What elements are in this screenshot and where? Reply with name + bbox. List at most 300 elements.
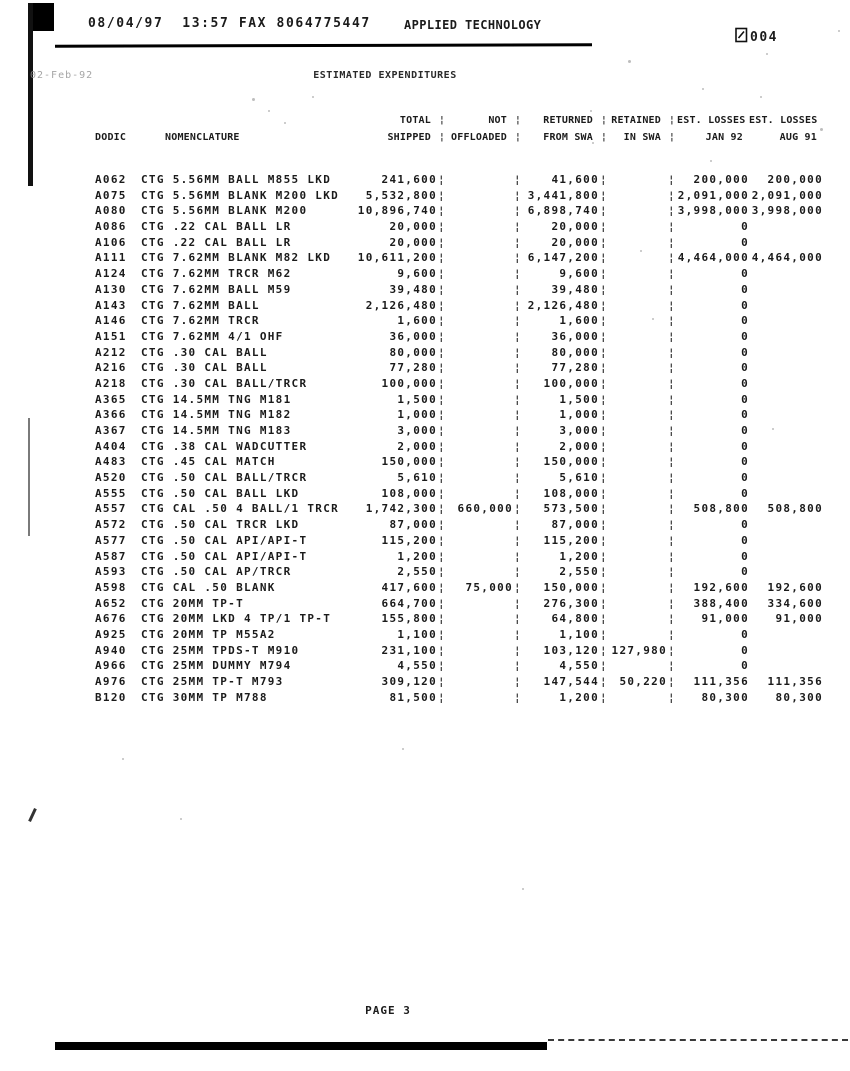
table-row — [95, 486, 823, 502]
cell-dodic: A146 — [95, 314, 127, 328]
cell-not_offloaded — [447, 250, 513, 266]
cell-returned_from_swa: 108,000 — [543, 486, 599, 500]
document-title: ESTIMATED EXPENDITURES — [313, 70, 457, 81]
header-est_losses_jan92-line1: EST. LOSSES — [677, 115, 746, 126]
header-rule — [55, 43, 592, 47]
column-separator: ¦ — [438, 643, 446, 657]
cell-returned_from_swa: 150,000 — [543, 580, 599, 594]
column-separator: ¦ — [668, 376, 676, 390]
column-separator: ¦ — [438, 596, 446, 610]
cell-dodic: A111 — [95, 251, 127, 265]
table-header — [95, 112, 823, 146]
column-separator: ¦ — [438, 424, 446, 437]
column-separator: ¦ — [438, 314, 446, 328]
cell-nomenclature: CTG .45 CAL MATCH — [141, 455, 276, 469]
column-separator: ¦ — [514, 115, 522, 126]
cell-est_losses_jan92: 111,356 — [693, 675, 749, 688]
cell-est_losses_jan92: 0 — [741, 345, 749, 359]
column-separator: ¦ — [438, 204, 446, 218]
column-separator: ¦ — [438, 565, 446, 579]
column-separator: ¦ — [514, 267, 522, 281]
column-separator: ¦ — [438, 471, 446, 485]
cell-total_shipped: 81,500 — [389, 690, 437, 704]
cell-total_shipped: 2,000 — [397, 439, 437, 453]
cell-retained_in_swa — [609, 580, 667, 596]
column-separator: ¦ — [438, 690, 446, 704]
cell-est_losses_jan92: 0 — [741, 455, 749, 469]
cell-total_shipped: 309,120 — [381, 675, 437, 688]
cell-total_shipped: 36,000 — [389, 329, 437, 343]
column-separator: ¦ — [668, 188, 676, 202]
cell-retained_in_swa — [609, 298, 667, 314]
cell-retained_in_swa — [609, 690, 667, 706]
column-separator: ¦ — [514, 439, 522, 453]
column-separator: ¦ — [668, 132, 676, 143]
cell-dodic: A218 — [95, 376, 127, 390]
cell-est_losses_aug91: 334,600 — [767, 596, 823, 610]
cell-total_shipped: 9,600 — [397, 267, 437, 281]
noise-speck — [180, 818, 182, 820]
column-separator: ¦ — [438, 439, 446, 453]
column-separator: ¦ — [514, 549, 522, 563]
cell-total_shipped: 108,000 — [381, 486, 437, 500]
cell-total_shipped: 155,800 — [381, 612, 437, 626]
table-row — [95, 658, 823, 674]
cell-retained_in_swa — [609, 203, 667, 219]
column-separator: ¦ — [600, 132, 608, 143]
table-row — [95, 611, 823, 627]
cell-est_losses_jan92: 0 — [741, 235, 749, 249]
column-separator: ¦ — [514, 596, 522, 610]
cell-est_losses_jan92: 0 — [741, 314, 749, 328]
column-separator: ¦ — [600, 345, 608, 359]
cell-not_offloaded — [447, 486, 513, 502]
column-separator: ¦ — [668, 675, 676, 688]
column-separator: ¦ — [668, 298, 676, 312]
date-note: 02-Feb-92 — [30, 70, 94, 81]
cell-dodic: A925 — [95, 627, 127, 641]
cell-returned_from_swa: 41,600 — [551, 173, 599, 186]
table-row — [95, 345, 823, 361]
column-separator: ¦ — [600, 329, 608, 343]
fax-datetime-number: 08/04/97 13:57 FAX 8064775447 — [88, 16, 371, 31]
cell-returned_from_swa: 1,600 — [559, 314, 599, 328]
column-separator: ¦ — [668, 424, 676, 437]
column-separator: ¦ — [600, 659, 608, 673]
cell-nomenclature: CTG CAL .50 4 BALL/1 TRCR — [141, 502, 340, 516]
cell-not_offloaded: 660,000 — [457, 502, 513, 516]
cell-returned_from_swa: 80,000 — [551, 345, 599, 359]
expenditures-table — [95, 112, 823, 705]
noise-speck — [766, 53, 768, 55]
cell-est_losses_aug91: 508,800 — [767, 502, 823, 516]
noise-speck — [122, 758, 124, 760]
column-separator: ¦ — [668, 455, 676, 469]
table-row — [95, 266, 823, 282]
cell-retained_in_swa — [609, 407, 667, 423]
cell-total_shipped: 80,000 — [389, 345, 437, 359]
cell-est_losses_aug91 — [749, 266, 823, 282]
cell-returned_from_swa: 2,126,480 — [527, 298, 599, 312]
column-separator: ¦ — [514, 612, 522, 626]
cell-not_offloaded — [447, 674, 513, 690]
table-row — [95, 203, 823, 219]
cell-retained_in_swa — [609, 313, 667, 329]
column-separator: ¦ — [514, 502, 522, 516]
column-separator: ¦ — [514, 132, 522, 143]
cell-dodic: A652 — [95, 596, 127, 610]
cell-dodic: A404 — [95, 439, 127, 453]
column-separator: ¦ — [600, 314, 608, 328]
column-separator: ¦ — [600, 235, 608, 249]
cell-total_shipped: 241,600 — [381, 173, 437, 186]
header-returned_from_swa-line1: RETURNED — [543, 115, 593, 126]
column-separator: ¦ — [600, 361, 608, 375]
column-separator: ¦ — [438, 627, 446, 641]
cell-retained_in_swa — [609, 219, 667, 235]
cell-retained_in_swa — [609, 423, 667, 439]
column-separator: ¦ — [668, 596, 676, 610]
column-separator: ¦ — [438, 235, 446, 249]
cell-nomenclature: CTG .50 CAL BALL/TRCR — [141, 471, 308, 485]
cell-total_shipped: 100,000 — [381, 376, 437, 390]
column-separator: ¦ — [438, 251, 446, 265]
cell-est_losses_jan92: 0 — [741, 518, 749, 532]
cell-est_losses_aug91 — [749, 423, 823, 439]
cell-not_offloaded — [447, 627, 513, 643]
cell-total_shipped: 77,280 — [389, 361, 437, 375]
cell-total_shipped: 2,126,480 — [365, 298, 437, 312]
column-separator: ¦ — [514, 345, 522, 359]
table-row — [95, 580, 823, 596]
cell-not_offloaded — [447, 188, 513, 204]
fax-page-indicator — [735, 27, 778, 47]
cell-nomenclature: CTG 14.5MM TNG M183 — [141, 424, 292, 437]
column-separator: ¦ — [514, 314, 522, 328]
cell-est_losses_aug91: 3,998,000 — [751, 204, 823, 218]
cell-est_losses_aug91: 200,000 — [767, 173, 823, 186]
column-separator: ¦ — [668, 612, 676, 626]
cell-est_losses_aug91 — [749, 329, 823, 345]
cell-retained_in_swa — [609, 392, 667, 408]
cell-returned_from_swa: 1,100 — [559, 627, 599, 641]
cell-returned_from_swa: 20,000 — [551, 235, 599, 249]
cell-est_losses_aug91 — [749, 454, 823, 470]
cell-est_losses_jan92: 0 — [741, 298, 749, 312]
column-separator: ¦ — [438, 267, 446, 281]
cell-not_offloaded — [447, 549, 513, 565]
cell-retained_in_swa — [609, 486, 667, 502]
column-separator: ¦ — [438, 408, 446, 422]
cell-returned_from_swa: 276,300 — [543, 596, 599, 610]
column-separator: ¦ — [514, 471, 522, 485]
cell-nomenclature: CTG 25MM DUMMY M794 — [141, 659, 292, 673]
cell-not_offloaded — [447, 360, 513, 376]
column-separator: ¦ — [600, 267, 608, 281]
column-separator: ¦ — [438, 220, 446, 234]
column-separator: ¦ — [600, 376, 608, 390]
cell-nomenclature: CTG 20MM TP-T — [141, 596, 244, 610]
cell-not_offloaded — [447, 690, 513, 706]
table-row — [95, 407, 823, 423]
column-separator: ¦ — [600, 439, 608, 453]
cell-dodic: A572 — [95, 518, 127, 532]
cell-not_offloaded — [447, 203, 513, 219]
column-separator: ¦ — [600, 188, 608, 202]
cell-est_losses_aug91 — [749, 549, 823, 565]
cell-est_losses_jan92: 200,000 — [693, 173, 749, 186]
column-separator: ¦ — [514, 298, 522, 312]
header-not_offloaded-line2: OFFLOADED — [451, 132, 507, 143]
cell-dodic: B120 — [95, 690, 127, 704]
table-row — [95, 360, 823, 376]
table-row — [95, 313, 823, 329]
cell-nomenclature: CTG .30 CAL BALL — [141, 361, 268, 375]
cell-est_losses_aug91 — [749, 470, 823, 486]
cell-est_losses_aug91 — [749, 564, 823, 580]
table-row — [95, 439, 823, 455]
noise-speck — [312, 96, 314, 98]
column-separator: ¦ — [600, 549, 608, 563]
column-separator: ¦ — [600, 690, 608, 704]
column-separator: ¦ — [668, 282, 676, 296]
column-separator: ¦ — [514, 424, 522, 437]
cell-retained_in_swa — [609, 470, 667, 486]
table-row — [95, 250, 823, 266]
cell-retained_in_swa — [609, 266, 667, 282]
column-separator: ¦ — [514, 518, 522, 532]
cell-dodic: A086 — [95, 220, 127, 234]
table-header-row-line2 — [95, 129, 823, 146]
cell-returned_from_swa: 77,280 — [551, 361, 599, 375]
cell-returned_from_swa: 20,000 — [551, 220, 599, 234]
table-row — [95, 172, 823, 188]
cell-nomenclature: CTG 14.5MM TNG M181 — [141, 392, 292, 406]
cell-total_shipped: 1,742,300 — [365, 502, 437, 516]
cell-total_shipped: 417,600 — [381, 580, 437, 594]
column-separator: ¦ — [514, 565, 522, 579]
column-separator: ¦ — [600, 173, 608, 186]
cell-returned_from_swa: 39,480 — [551, 282, 599, 296]
column-separator: ¦ — [668, 580, 676, 594]
cell-est_losses_jan92: 4,464,000 — [677, 251, 749, 265]
table-row — [95, 549, 823, 565]
cell-not_offloaded — [447, 533, 513, 549]
table-row — [95, 298, 823, 314]
cell-returned_from_swa: 6,898,740 — [527, 204, 599, 218]
cell-total_shipped: 1,100 — [397, 627, 437, 641]
cell-nomenclature: CTG 7.62MM 4/1 OHF — [141, 329, 284, 343]
column-separator: ¦ — [600, 115, 608, 126]
header-retained_in_swa-line2: IN SWA — [623, 132, 661, 143]
column-separator: ¦ — [514, 251, 522, 265]
column-separator: ¦ — [600, 596, 608, 610]
cell-dodic: A557 — [95, 502, 127, 516]
column-separator: ¦ — [668, 439, 676, 453]
cell-not_offloaded — [447, 407, 513, 423]
noise-speck — [628, 60, 631, 63]
cell-est_losses_jan92: 0 — [741, 565, 749, 579]
column-separator: ¦ — [438, 612, 446, 626]
column-separator: ¦ — [438, 392, 446, 406]
cell-dodic: A106 — [95, 235, 127, 249]
cell-retained_in_swa — [609, 627, 667, 643]
cell-est_losses_aug91 — [749, 658, 823, 674]
cell-not_offloaded — [447, 172, 513, 188]
cell-returned_from_swa: 573,500 — [543, 502, 599, 516]
cell-retained_in_swa — [609, 329, 667, 345]
column-separator: ¦ — [668, 329, 676, 343]
cell-est_losses_jan92: 91,000 — [701, 612, 749, 626]
column-separator: ¦ — [600, 455, 608, 469]
noise-speck — [838, 30, 840, 32]
column-separator: ¦ — [514, 282, 522, 296]
cell-total_shipped: 1,500 — [397, 392, 437, 406]
column-separator: ¦ — [438, 188, 446, 202]
scan-bottom-bar — [55, 1042, 547, 1050]
cell-not_offloaded — [447, 423, 513, 439]
cell-nomenclature: CTG 20MM TP M55A2 — [141, 627, 276, 641]
cell-total_shipped: 39,480 — [389, 282, 437, 296]
cell-not_offloaded — [447, 282, 513, 298]
column-separator: ¦ — [600, 502, 608, 516]
cell-nomenclature: CTG 25MM TP-T M793 — [141, 675, 284, 688]
cell-est_losses_aug91: 111,356 — [767, 675, 823, 688]
cell-est_losses_aug91 — [749, 345, 823, 361]
table-row — [95, 454, 823, 470]
cell-not_offloaded — [447, 376, 513, 392]
header-est_losses_aug91-line1: EST. LOSSES — [749, 115, 818, 126]
column-separator: ¦ — [668, 565, 676, 579]
cell-retained_in_swa: 127,980 — [611, 643, 667, 657]
table-header-row-line1 — [95, 112, 823, 129]
cell-est_losses_aug91: 4,464,000 — [751, 251, 823, 265]
cell-dodic: A966 — [95, 659, 127, 673]
page-footer: PAGE 3 — [365, 1004, 411, 1017]
cell-not_offloaded — [447, 313, 513, 329]
cell-est_losses_jan92: 0 — [741, 282, 749, 296]
column-separator: ¦ — [438, 502, 446, 516]
cell-not_offloaded — [447, 454, 513, 470]
cell-est_losses_aug91 — [749, 235, 823, 251]
column-separator: ¦ — [514, 675, 522, 688]
table-row — [95, 643, 823, 659]
cell-est_losses_jan92: 388,400 — [693, 596, 749, 610]
cell-retained_in_swa — [609, 188, 667, 204]
cell-nomenclature: CTG .50 CAL TRCR LKD — [141, 518, 300, 532]
cell-not_offloaded — [447, 298, 513, 314]
cell-not_offloaded — [447, 439, 513, 455]
column-separator: ¦ — [514, 204, 522, 218]
cell-returned_from_swa: 4,550 — [559, 659, 599, 673]
column-separator: ¦ — [600, 643, 608, 657]
column-separator: ¦ — [438, 376, 446, 390]
cell-dodic: A365 — [95, 392, 127, 406]
cell-dodic: A062 — [95, 173, 127, 186]
cell-total_shipped: 664,700 — [381, 596, 437, 610]
column-separator: ¦ — [438, 282, 446, 296]
cell-not_offloaded — [447, 643, 513, 659]
cell-nomenclature: CTG 7.62MM TRCR M62 — [141, 267, 292, 281]
table-row — [95, 690, 823, 706]
cell-retained_in_swa — [609, 517, 667, 533]
cell-returned_from_swa: 150,000 — [543, 455, 599, 469]
cell-est_losses_jan92: 0 — [741, 549, 749, 563]
column-separator: ¦ — [600, 486, 608, 500]
cell-returned_from_swa: 115,200 — [543, 533, 599, 547]
cell-est_losses_jan92: 2,091,000 — [677, 188, 749, 202]
cell-est_losses_aug91 — [749, 376, 823, 392]
noise-speck — [252, 98, 255, 101]
cell-est_losses_jan92: 508,800 — [693, 502, 749, 516]
table-row — [95, 219, 823, 235]
cell-retained_in_swa — [609, 549, 667, 565]
cell-total_shipped: 1,200 — [397, 549, 437, 563]
cell-nomenclature: CTG .22 CAL BALL LR — [141, 220, 292, 234]
cell-not_offloaded — [447, 392, 513, 408]
cell-returned_from_swa: 36,000 — [551, 329, 599, 343]
cell-total_shipped: 150,000 — [381, 455, 437, 469]
cell-est_losses_aug91 — [749, 219, 823, 235]
column-separator: ¦ — [668, 627, 676, 641]
column-separator: ¦ — [668, 471, 676, 485]
cell-nomenclature: CTG .38 CAL WADCUTTER — [141, 439, 308, 453]
cell-retained_in_swa — [609, 533, 667, 549]
column-separator: ¦ — [514, 643, 522, 657]
table-row — [95, 627, 823, 643]
cell-est_losses_jan92: 0 — [741, 220, 749, 234]
cell-est_losses_jan92: 0 — [741, 408, 749, 422]
cell-total_shipped: 1,600 — [397, 314, 437, 328]
column-separator: ¦ — [668, 235, 676, 249]
cell-nomenclature: CTG 7.62MM BALL M59 — [141, 282, 292, 296]
cell-retained_in_swa — [609, 564, 667, 580]
column-separator: ¦ — [514, 376, 522, 390]
table-row — [95, 674, 823, 690]
cell-total_shipped: 4,550 — [397, 659, 437, 673]
column-separator: ¦ — [668, 392, 676, 406]
table-row — [95, 517, 823, 533]
column-separator: ¦ — [668, 204, 676, 218]
cell-returned_from_swa: 3,441,800 — [527, 188, 599, 202]
cell-dodic: A483 — [95, 455, 127, 469]
cell-dodic: A367 — [95, 424, 127, 437]
column-separator: ¦ — [438, 549, 446, 563]
cell-returned_from_swa: 1,000 — [559, 408, 599, 422]
cell-est_losses_jan92: 0 — [741, 376, 749, 390]
column-separator: ¦ — [514, 486, 522, 500]
column-separator: ¦ — [668, 502, 676, 516]
cell-est_losses_aug91: 2,091,000 — [751, 188, 823, 202]
table-row — [95, 596, 823, 612]
column-separator: ¦ — [668, 267, 676, 281]
cell-not_offloaded — [447, 564, 513, 580]
column-separator: ¦ — [438, 329, 446, 343]
column-separator: ¦ — [438, 518, 446, 532]
column-separator: ¦ — [438, 173, 446, 186]
cell-est_losses_aug91 — [749, 643, 823, 659]
column-separator: ¦ — [438, 361, 446, 375]
header-nomenclature-line2: NOMENCLATURE — [165, 132, 240, 143]
cell-nomenclature: CTG 25MM TPDS-T M910 — [141, 643, 300, 657]
column-separator: ¦ — [668, 345, 676, 359]
header-est_losses_aug91-line2: AUG 91 — [779, 132, 817, 143]
cell-est_losses_jan92: 0 — [741, 439, 749, 453]
cell-est_losses_aug91 — [749, 298, 823, 314]
scan-pen-mark — [28, 808, 37, 822]
column-separator: ¦ — [668, 690, 676, 704]
cell-est_losses_aug91: 192,600 — [767, 580, 823, 594]
